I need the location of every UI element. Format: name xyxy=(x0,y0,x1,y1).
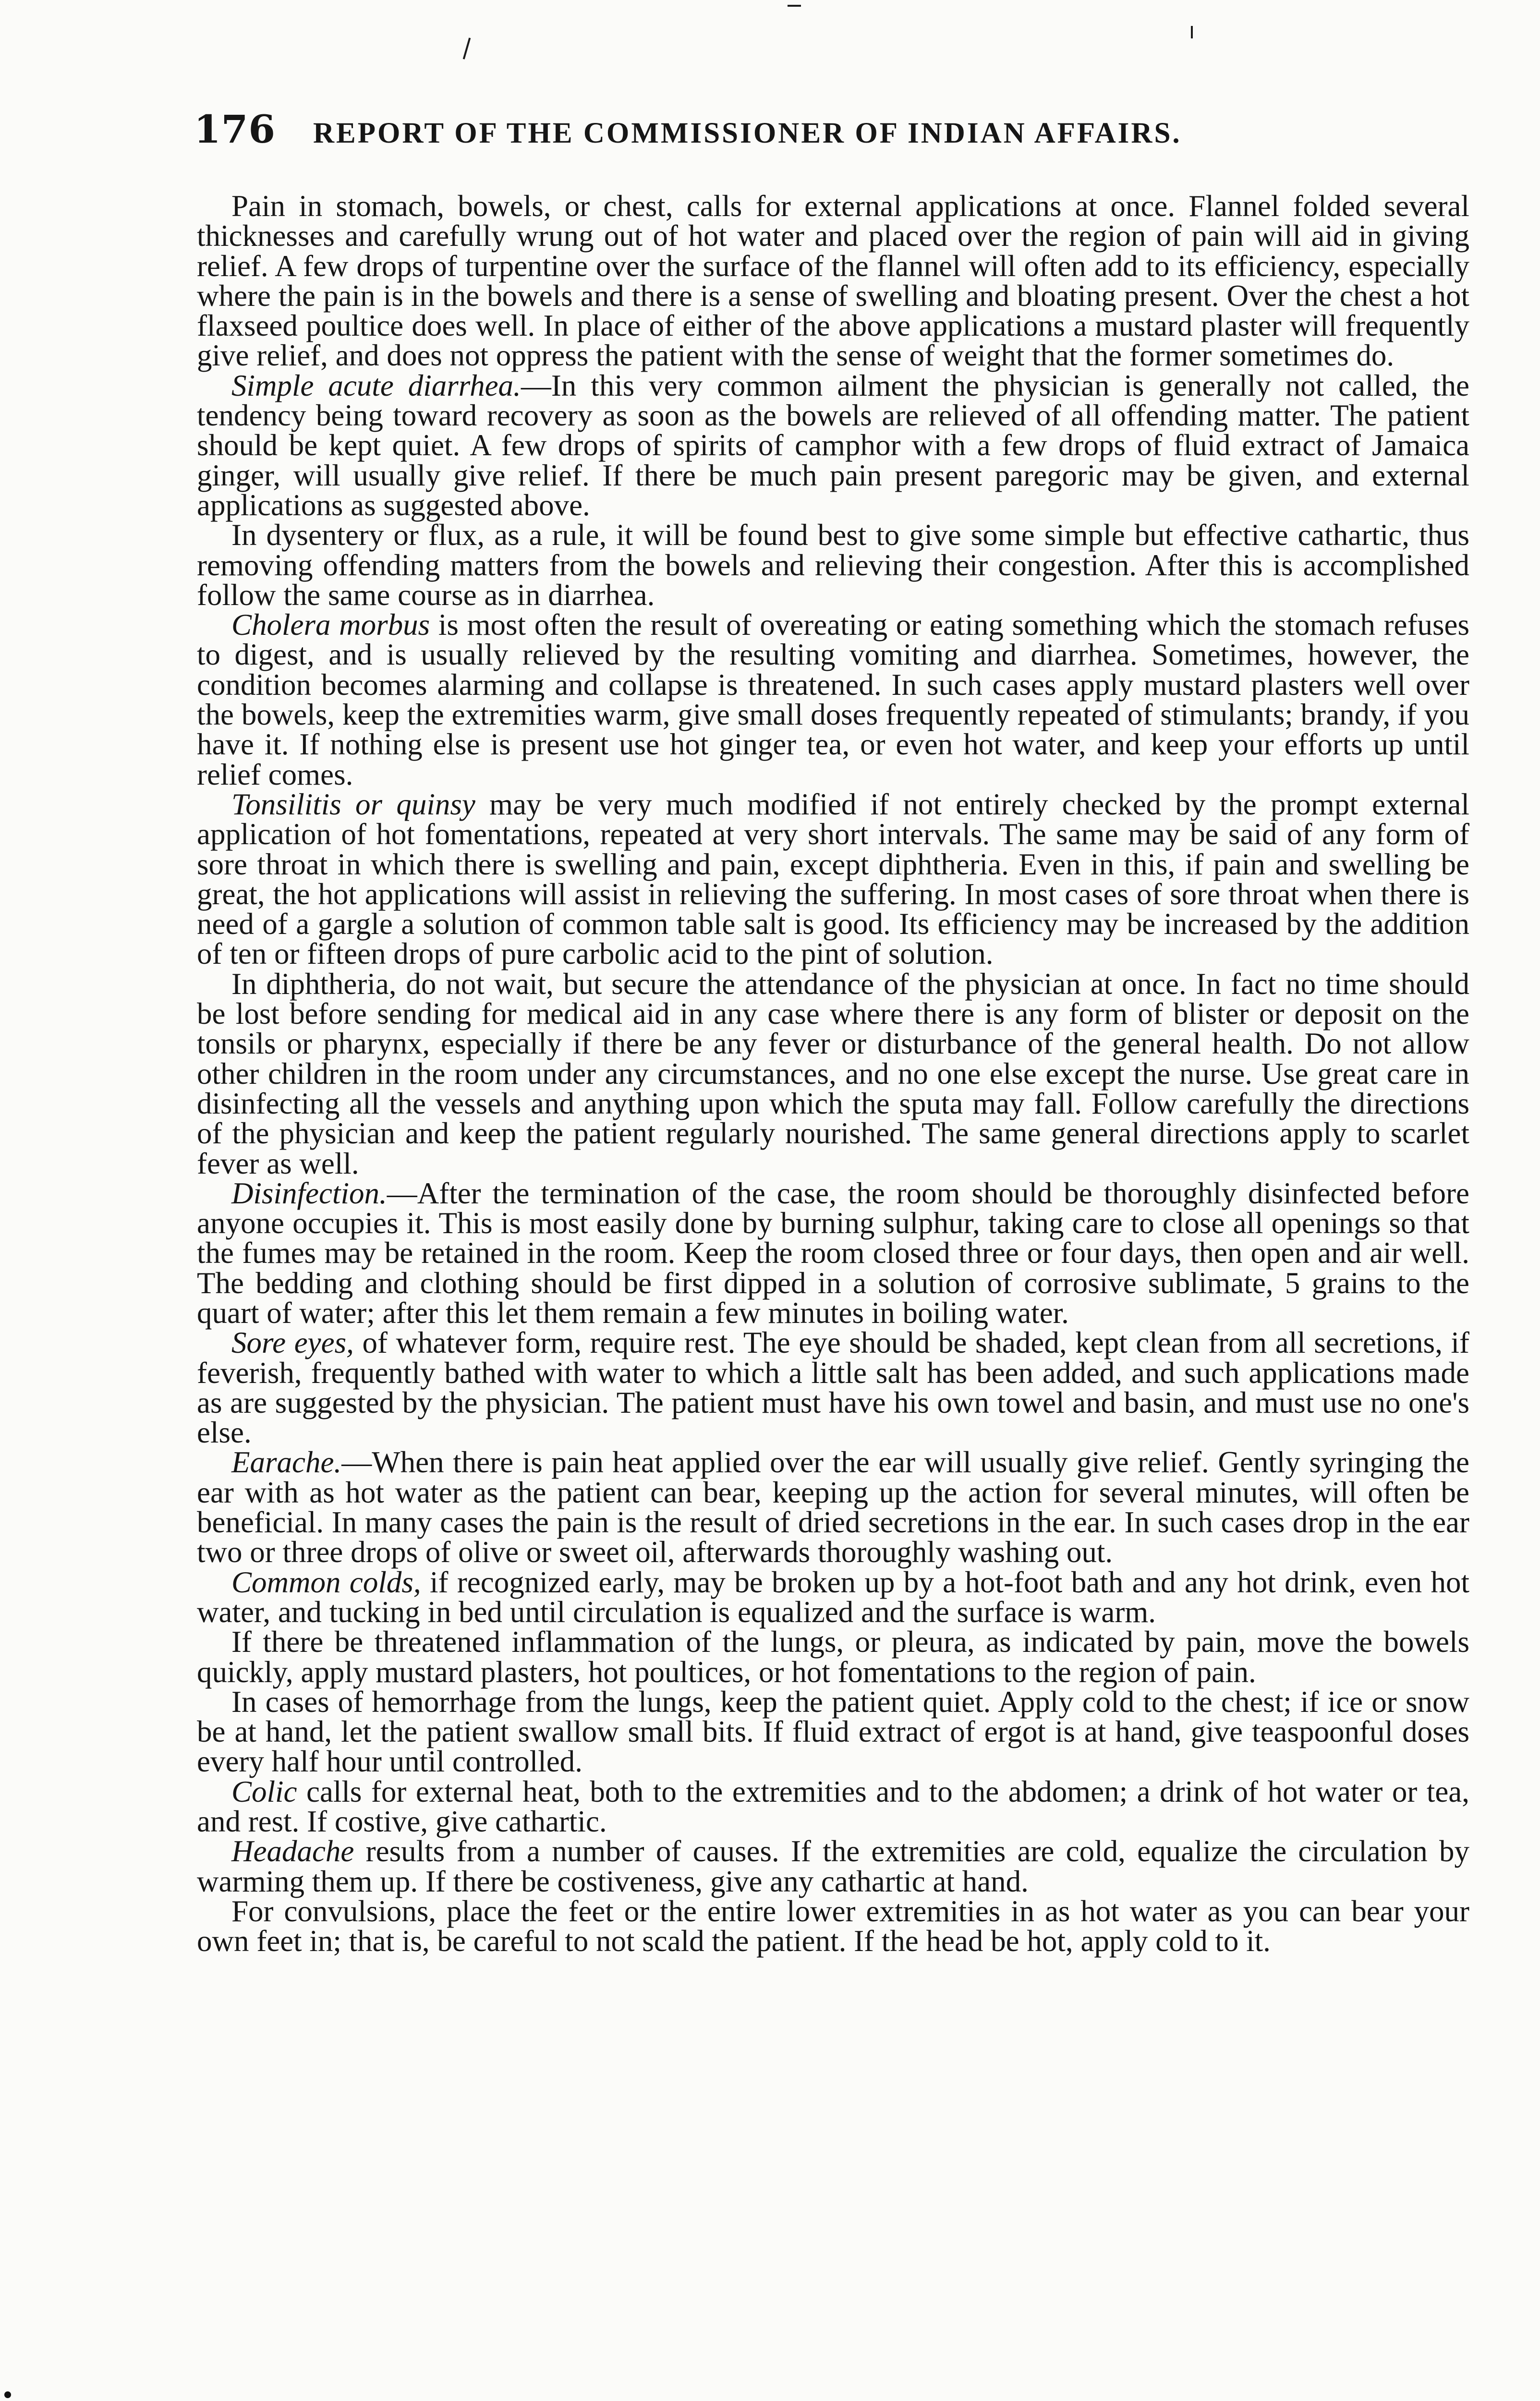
body-text xyxy=(197,191,1469,1956)
paragraph-topic: Sore eyes, xyxy=(231,1326,354,1360)
paragraph-topic: Simple acute diarrhea. xyxy=(231,368,521,402)
paragraph-topic: Disinfection. xyxy=(231,1176,387,1210)
paragraph-simple-acute-diarrhea xyxy=(197,368,1469,522)
paragraph-colic xyxy=(197,1774,1469,1839)
scan-mark-top-left xyxy=(463,37,471,59)
paragraph-text: —In this very common ailment the physician is generally not called, the tendency being toward recovery as soon as the bowels are relieved of all offending matter. The patient should be kept quiet. A few drops of spirits of camphor with a few drops of fluid extract of Jamaica ginger, will usually give relief. If there be much pain present paregoric may be given, and external applications as suggested above. xyxy=(197,368,1469,522)
scan-mark-top-right xyxy=(1191,26,1193,38)
paragraph-diphtheria xyxy=(197,969,1469,1178)
paragraph-topic: Tonsilitis or quinsy xyxy=(231,787,475,821)
paragraph-text: results from a number of causes. If the extremities are cold, equalize the circulation by warming them up. If there be costiveness, give any cathartic at hand. xyxy=(197,1834,1469,1898)
paragraph-text: if recognized early, may be broken up by a hot-foot bath and any hot drink, even hot water, and tucking in bed until circulation is equalized and the surface is warm. xyxy=(197,1565,1469,1629)
paragraph-text: —After the termination of the case, the room should be thoroughly disinfected before anyone occupies it. This is most easily done by burning sulphur, taking care to close all openings so that the fumes may be retained in the room. Keep the room closed three or four days, then open and air well. The bedding and clothing should be first dipped in a solution of corrosive sublimate, 5 grains to the quart of water; after this let them remain a few minutes in boiling water. xyxy=(197,1176,1469,1330)
paragraph-earache xyxy=(197,1447,1469,1567)
paragraph-text: calls for external heat, both to the extremities and to the abdomen; a drink of hot water or tea, and rest. If costive, give cathartic. xyxy=(197,1774,1469,1839)
scan-dot xyxy=(4,2391,11,2398)
paragraph-text: For convulsions, place the feet or the entire lower extremities in as hot water as you can bear your own feet in; that is, be careful to not scald the patient. If the head be hot, apply cold to it. xyxy=(197,1894,1469,1958)
paragraph-text: may be very much modified if not entirely checked by the prompt external application of hot fomentations, repeated at very short intervals. The same may be said of any form of sore throat in which there is swelling and pain, except diphtheria. Even in this, if pain and swelling be great, the hot applications will assist in relieving the suffering. In most cases of sore throat when there is need of a gargle a solution of common table salt is good. Its efficiency may be increased by the addition of ten or fifteen drops of pure carbolic acid to the pint of solution. xyxy=(197,787,1469,971)
paragraph-cholera-morbus xyxy=(197,610,1469,789)
paragraph-disinfection xyxy=(197,1178,1469,1328)
paragraph-pain-in-stomach xyxy=(197,191,1469,371)
paragraph-topic: Common colds, xyxy=(231,1565,421,1599)
paragraph-text: In dysentery or flux, as a rule, it will be found best to give some simple but effective cathartic, thus removing offending matters from the bowels and relieving their congestion. After this is accomplished follow the same course as in diarrhea. xyxy=(197,518,1469,612)
paragraph-text: Pain in stomach, bowels, or chest, calls for external applications at once. Flannel folded several thicknesses and carefully wrung out of hot water and placed over the region of pain will aid in giving relief. A few drops of turpentine over the surface of the flannel will often add to its efficiency, especially where the pain is in the bowels and there is a sense of swelling and bloating present. Over the chest a hot flaxseed poultice does well. In place of either of the above applications a mustard plaster will frequently give relief, and does not oppress the patient with the sense of weight that the former sometimes do. xyxy=(197,189,1469,373)
paragraph-common-colds xyxy=(197,1567,1469,1627)
paragraph-convulsions xyxy=(197,1896,1469,1956)
paragraph-sore-eyes xyxy=(197,1326,1470,1450)
paragraph-dysentery xyxy=(197,520,1469,610)
page-header xyxy=(194,107,1481,152)
paragraph-topic: Earache. xyxy=(231,1445,342,1479)
paragraph-text: of whatever form, require rest. The eye should be shaded, kept clean from all secretions, if feverish, frequently bathed with water to which a little salt has been added, and such applications made as are suggested by the physician. The patient must have his own towel and basin, and must use no one's else. xyxy=(197,1326,1470,1450)
paragraph-tonsilitis xyxy=(197,789,1469,969)
paragraph-headache xyxy=(197,1836,1469,1896)
scan-mark-top-center xyxy=(788,5,801,7)
paragraph-text: If there be threatened inflammation of the lungs, or pleura, as indicated by pain, move the bowels quickly, apply mustard plasters, hot poultices, or hot fomentations to the region of pain. xyxy=(197,1625,1469,1689)
paragraph-text: is most often the result of overeating or eating something which the stomach refuses to digest, and is usually relieved by the resulting vomiting and diarrhea. Sometimes, however, the condition becomes alarming and collapse is threatened. In such cases apply mustard plasters well over the bowels, keep the extremities warm, give small doses frequently repeated of stimulants; brandy, if you have it. If nothing else is present use hot ginger tea, or even hot water, and keep your efforts up until relief comes. xyxy=(197,608,1469,791)
paragraph-topic: Cholera morbus xyxy=(231,608,430,642)
paragraph-text: In diphtheria, do not wait, but secure the attendance of the physician at once. In fact no time should be lost before sending for medical aid in any case where there is any form of blister or deposit on the tonsils or pharynx, especially if there be any fever or disturbance of the general health. Do not allow other children in the room under any circumstances, and no one else except the nurse. Use great care in disinfecting all the vessels and anything upon which the sputa may fall. Follow carefully the directions of the physician and keep the patient regularly nourished. The same general directions apply to scarlet fever as well. xyxy=(197,967,1469,1180)
paragraph-text: In cases of hemorrhage from the lungs, keep the patient quiet. Apply cold to the chest; if ice or snow be at hand, let the patient swallow small bits. If fluid extract of ergot is at hand, give teaspoonful doses every half hour until controlled. xyxy=(197,1685,1469,1779)
paragraph-inflammation-of-lungs xyxy=(197,1627,1469,1687)
paragraph-topic: Colic xyxy=(231,1774,297,1808)
paragraph-text: —When there is pain heat applied over the ear will usually give relief. Gently syringing the ear with as hot water as the patient can bear, keeping up the action for several minutes, will often be beneficial. In many cases the pain is the result of dried secretions in the ear. In such cases drop in the ear two or three drops of olive or sweet oil, afterwards thoroughly washing out. xyxy=(197,1445,1469,1569)
page-number: 176 xyxy=(194,107,276,152)
paragraph-topic: Headache xyxy=(231,1834,354,1868)
running-title: REPORT OF THE COMMISSIONER OF INDIAN AFFAIRS. xyxy=(313,117,1182,149)
paragraph-hemorrhage xyxy=(197,1687,1469,1777)
